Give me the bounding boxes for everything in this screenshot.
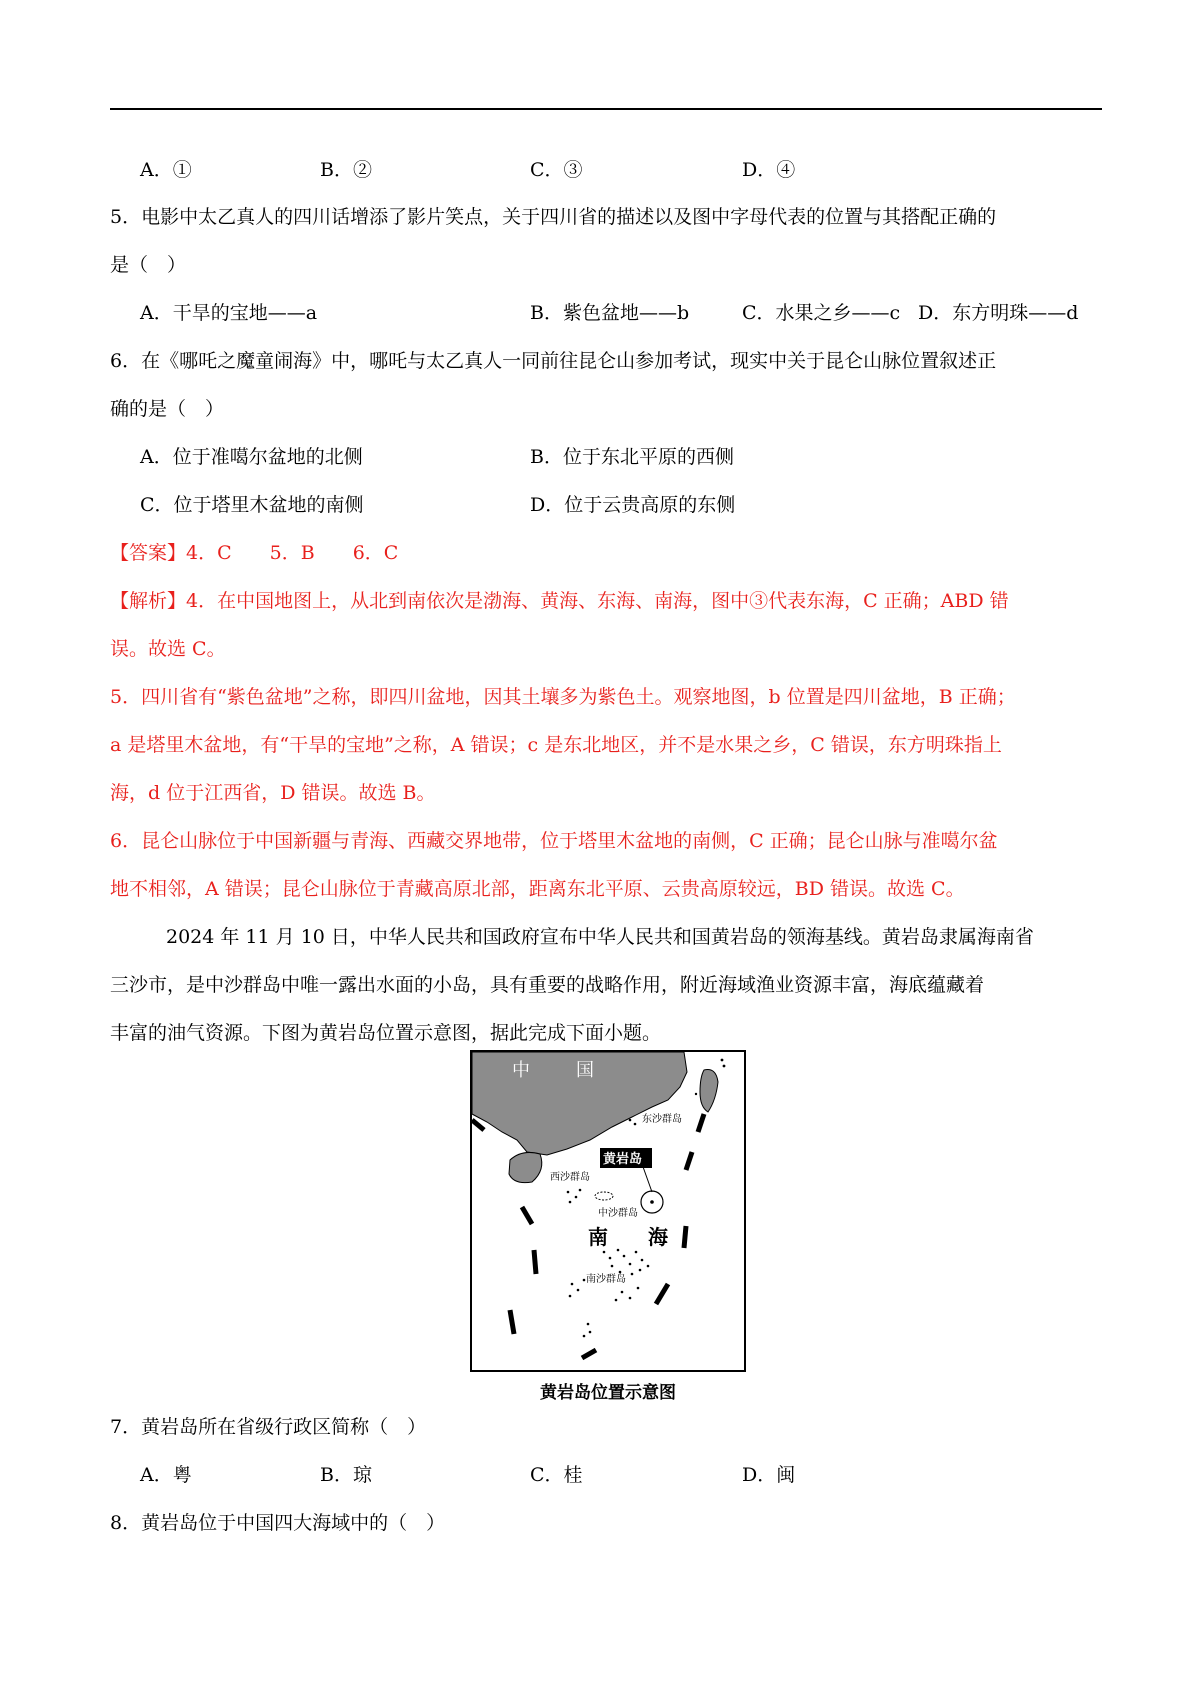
map-label-xisha: 西沙群岛 xyxy=(550,1172,590,1183)
passage-line1: 2024 年 11 月 10 日，中华人民共和国政府宣布中华人民共和国黄岩岛的领海基线。黄岩岛隶属海南省 xyxy=(166,926,1034,948)
map-label-zhongsha: 中沙群岛 xyxy=(598,1208,638,1219)
analysis-q5-line1: 5．四川省有“紫色盆地”之称，即四川盆地，因其土壤多为紫色土。观察地图，b 位置是四川盆地，B 正确； xyxy=(110,686,1016,708)
huangyan-pointer xyxy=(642,1164,652,1192)
q4-option-a: A．① xyxy=(140,159,192,181)
map-caption: 黄岩岛位置示意图 xyxy=(540,1383,676,1403)
header-rule xyxy=(110,108,1102,110)
q7-option-d: D．闽 xyxy=(742,1464,796,1486)
map-label-sea-nan: 南 xyxy=(588,1225,608,1249)
q6-stem-line2: 确的是（ ） xyxy=(110,398,225,420)
huangyan-island-map xyxy=(470,1050,746,1372)
map-label-huangyan: 黄岩岛 xyxy=(603,1152,643,1167)
q6-option-b: B．位于东北平原的西侧 xyxy=(530,446,734,468)
passage-line2: 三沙市，是中沙群岛中唯一露出水面的小岛，具有重要的战略作用，附近海域渔业资源丰富，海底蕴藏着 xyxy=(110,974,985,996)
q7-stem: 7．黄岩岛所在省级行政区简称（ ） xyxy=(110,1416,427,1438)
answer-label: 【答案】 xyxy=(110,542,187,564)
map-label-sea-hai: 海 xyxy=(648,1225,668,1249)
q6-option-a: A．位于准噶尔盆地的北侧 xyxy=(140,446,363,468)
q5-stem-line1: 5．电影中太乙真人的四川话增添了影片笑点，关于四川省的描述以及图中字母代表的位置与其搭配正确的 xyxy=(110,206,997,228)
xisha-dots xyxy=(567,1189,582,1204)
map-label-zhong: 中 xyxy=(512,1060,530,1081)
q7-option-a: A．粤 xyxy=(140,1464,192,1486)
map-label-guo: 国 xyxy=(576,1060,594,1081)
map-label-nansha: 南沙群岛 xyxy=(586,1274,626,1285)
hainan-island xyxy=(509,1152,542,1182)
analysis-q4-line1 xyxy=(110,589,1009,613)
analysis-q4-text: 4．在中国地图上，从北到南依次是渤海、黄海、东海、南海，图中③代表东海，C 正确；ABD 错 xyxy=(186,590,1009,612)
q5-option-b: B．紫色盆地——b xyxy=(530,302,690,324)
analysis-q4-line2: 误。故选 C。 xyxy=(110,638,226,660)
analysis-label: 【解析】 xyxy=(110,590,187,612)
map-label-dongsha: 东沙群岛 xyxy=(642,1114,682,1125)
q5-option-d: D．东方明珠——d xyxy=(918,302,1079,324)
q6-option-c: C．位于塔里木盆地的南侧 xyxy=(140,494,364,516)
q4-option-b: B．② xyxy=(320,159,372,181)
passage-line3: 丰富的油气资源。下图为黄岩岛位置示意图，据此完成下面小题。 xyxy=(110,1022,662,1044)
analysis-q6-line2: 地不相邻，A 错误；昆仑山脉位于青藏高原北部，距离东北平原、云贵高原较远，BD 错误。故选 C。 xyxy=(110,878,965,900)
huangyan-dot xyxy=(650,1200,654,1204)
analysis-q5-line3: 海，d 位于江西省，D 错误。故选 B。 xyxy=(110,782,436,804)
map-svg xyxy=(472,1052,744,1370)
analysis-q5-line2: a 是塔里木盆地，有“干旱的宝地”之称，A 错误；c 是东北地区，并不是水果之乡，C 错误，东方明珠指上 xyxy=(110,734,1002,756)
dongsha-dots xyxy=(629,1119,637,1126)
answer-text: 4．C 5．B 6．C xyxy=(186,542,399,564)
answer-line xyxy=(110,541,398,565)
nansha-dots xyxy=(569,1249,650,1338)
zhongsha-outline xyxy=(595,1192,613,1200)
q6-stem-line1: 6．在《哪吒之魔童闹海》中，哪吒与太乙真人一同前往昆仑山参加考试，现实中关于昆仑山脉位置叙述正 xyxy=(110,350,997,372)
q5-option-a: A．干旱的宝地——a xyxy=(140,302,318,324)
q8-stem: 8．黄岩岛位于中国四大海域中的（ ） xyxy=(110,1512,446,1534)
q7-option-b: B．琼 xyxy=(320,1464,372,1486)
q4-option-d: D．④ xyxy=(742,159,796,181)
q6-option-d: D．位于云贵高原的东侧 xyxy=(530,494,736,516)
q4-option-c: C．③ xyxy=(530,159,583,181)
q7-option-c: C．桂 xyxy=(530,1464,583,1486)
analysis-q6-line1: 6．昆仑山脉位于中国新疆与青海、西藏交界地带，位于塔里木盆地的南侧，C 正确；昆仑山脉与准噶尔盆 xyxy=(110,830,998,852)
q5-option-c: C．水果之乡——c xyxy=(742,302,901,324)
q5-stem-line2: 是（ ） xyxy=(110,254,187,276)
taiwan-island xyxy=(700,1070,718,1113)
